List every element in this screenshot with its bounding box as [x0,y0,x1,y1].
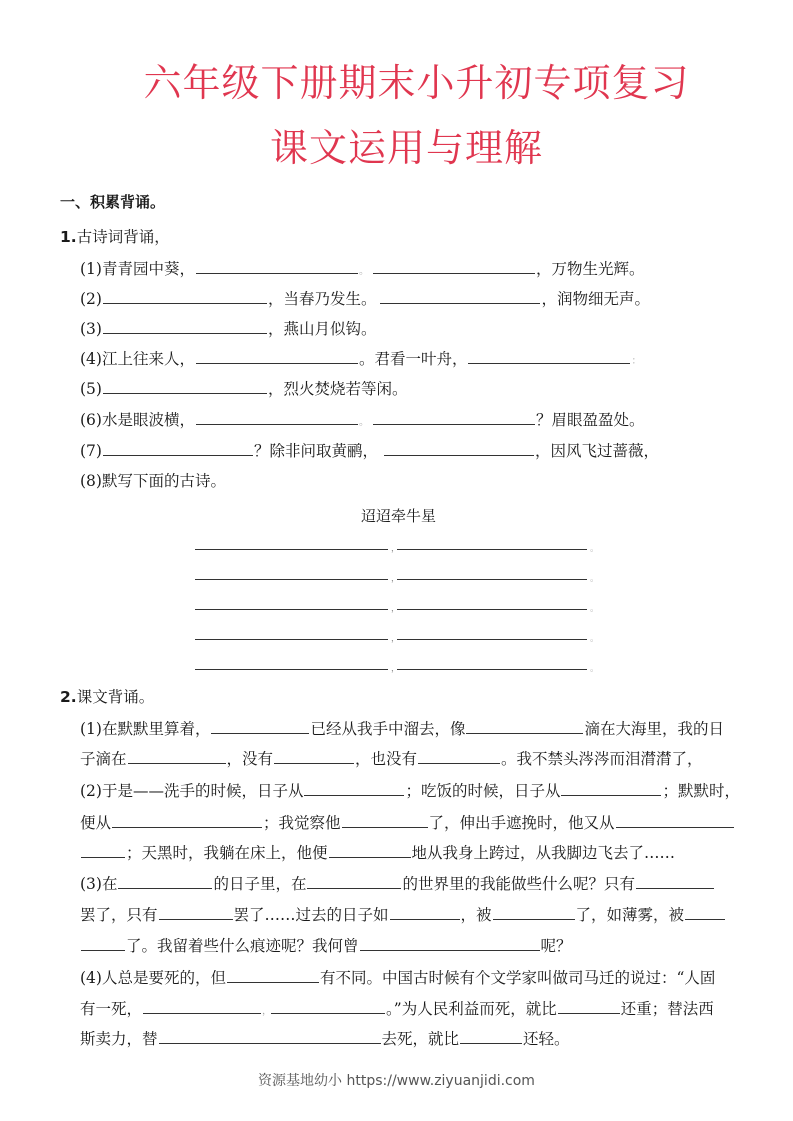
fill-blank[interactable] [418,748,500,764]
page-subtitle: 课文运用与理解 [269,126,543,170]
poem-item-5 [80,378,407,399]
text-part: 的日子里，在 [213,875,307,893]
poem-item-2 [80,288,650,309]
comma-mark: ， [391,664,401,674]
text-part: ；吃饭的时候，日子从 [405,782,561,800]
fill-blank[interactable] [397,571,587,580]
item-prefix: (5) [80,380,102,398]
fill-blank[interactable] [143,998,261,1014]
item-suffix: ？眉眼盈盈处。 [535,411,645,429]
fill-blank[interactable] [466,718,583,734]
fill-blank[interactable] [304,780,404,796]
fill-blank[interactable] [271,998,385,1014]
fill-blank[interactable] [81,842,125,858]
item-suffix: ，润物细无声。 [541,290,650,308]
stop-mark: 。 [590,544,600,554]
recite-line-5 [80,842,675,863]
recite-line-3 [80,780,740,801]
item-mid: ，当春乃发生。 [267,290,377,308]
fill-blank[interactable] [227,967,319,983]
text-part: 斯卖力，替 [80,1030,158,1048]
text-part: 的世界里的我能做些什么呢？只有 [402,875,635,893]
fill-blank[interactable] [558,998,620,1014]
recite-line-6 [80,873,715,894]
text-part: ；默默时， [662,782,740,800]
text-part: 还重；替法西 [620,1000,714,1018]
recite-line-2 [80,748,703,769]
item-prefix: (1)青青园中葵， [80,260,195,278]
item-mid: ？除非问取黄鹂， [253,442,378,460]
fill-blank[interactable] [373,258,535,274]
fill-blank[interactable] [195,541,388,550]
text-part: 有不同。中国古时候有个文学家叫做司马迁的说过：“人固 [319,969,716,987]
fill-blank[interactable] [380,288,540,304]
text-part: 罢了，只有 [80,906,158,924]
item-suffix: ： [631,356,642,367]
fill-blank[interactable] [196,258,358,274]
fill-blank[interactable] [307,873,401,889]
text-part: 滴在大海里，我的日 [584,720,724,738]
item-mid: 。君看一叶舟， [358,350,468,368]
fill-blank[interactable] [397,601,587,610]
text-part: 子滴在 [80,750,127,768]
recite-line-7 [80,904,726,925]
item-mid: 。 [358,417,369,428]
item-prefix: (6)水是眼波横， [80,411,195,429]
fill-blank[interactable] [616,812,734,828]
recite-line-11 [80,1028,570,1049]
fill-blank[interactable] [103,318,267,334]
poem-line-3 [195,601,605,614]
text-part: 还轻。 [523,1030,570,1048]
item-prefix: (2) [80,290,102,308]
text-part: ，没有 [226,750,274,768]
text-part: 罢了……过去的日子如 [233,906,389,924]
poem-item-7 [80,440,659,461]
question-label: 古诗词背诵， [76,228,170,246]
poem-line-2 [195,571,605,584]
stop-mark: 。 [590,664,600,674]
fill-blank[interactable] [493,904,575,920]
poem-line-4 [195,631,605,644]
question-number: 1. [60,228,77,246]
item-prefix: (3) [80,320,102,338]
fill-blank[interactable] [397,541,587,550]
comma-mark: ， [391,544,401,554]
fill-blank[interactable] [685,904,725,920]
recite-line-9 [80,967,715,988]
text-part: ，被 [460,906,492,924]
fill-blank[interactable] [81,935,125,951]
text-part: 了。我留着些什么痕迹呢？我何曾 [126,937,359,955]
fill-blank[interactable] [103,378,267,394]
fill-blank[interactable] [195,661,388,670]
item-suffix: ，燕山月似钩。 [267,320,377,338]
text-part: 了，如薄雾，被 [575,906,685,924]
comma-mark: ， [391,634,401,644]
text-part: 。我不禁头涔涔而泪潸潸了， [501,750,703,768]
section-heading: 一、积累背诵。 [60,193,166,211]
text-part: (4)人总是要死的，但 [80,969,226,987]
text-part: ，也没有 [355,750,418,768]
stop-mark: 。 [590,604,600,614]
question-label: 课文背诵。 [76,688,155,706]
item-suffix: ，万物生光辉。 [535,260,645,278]
question-2-heading [60,687,154,707]
fill-blank[interactable] [397,631,587,640]
fill-blank[interactable] [342,812,428,828]
item-prefix: (7) [80,442,102,460]
fill-blank[interactable] [460,1028,522,1044]
item-mid: 。 [358,266,369,277]
footer-watermark: 资源基地幼小 https://www.ziyuanjidi.com [258,1073,535,1089]
fill-blank[interactable] [360,935,540,951]
fill-blank[interactable] [636,873,714,889]
fill-blank[interactable] [196,348,358,364]
poem-item-1 [80,258,644,282]
poem-item-3 [80,318,376,339]
poem-line-1 [195,541,605,554]
recite-line-4 [80,812,735,833]
text-part: 去死，就比 [381,1030,460,1048]
fill-blank[interactable] [196,409,358,425]
text-part: 便从 [80,814,112,832]
text-part: 已经从我手中溜去，像 [310,720,466,738]
text-part: (3)在 [80,875,118,893]
text-part: 。”为人民利益而死，就比 [386,1000,557,1018]
text-part: (1)在默默里算着， [80,720,211,738]
fill-blank[interactable] [211,718,309,734]
fill-blank[interactable] [397,661,587,670]
text-part: ；我觉察他 [263,814,341,832]
poem-title: 迢迢牵牛星 [360,507,436,525]
fill-blank[interactable] [329,842,411,858]
text-part: 了，伸出手遮挽时，他又从 [428,814,615,832]
text-part: ；天黑时，我躺在床上，他便 [126,844,328,862]
fill-blank[interactable] [561,780,661,796]
poem-line-5 [195,661,605,674]
fill-blank[interactable] [112,812,262,828]
stop-mark: 。 [590,634,600,644]
fill-blank[interactable] [390,904,460,920]
text-part: 地从我身上跨过，从我脚边飞去了…… [411,844,676,862]
poem-item-4 [80,348,642,372]
fill-blank[interactable] [373,409,535,425]
text-part: 有一死， [80,1000,143,1018]
question-number: 2. [60,688,77,706]
fill-blank[interactable] [159,1028,381,1044]
comma-mark: ， [391,574,401,584]
fill-blank[interactable] [195,631,388,640]
fill-blank[interactable] [195,601,388,610]
text-part: ， [262,1006,273,1017]
fill-blank[interactable] [195,571,388,580]
poem-item-8: (8)默写下面的古诗。 [80,472,226,490]
item-suffix: ，烈火焚烧若等闲。 [267,380,408,398]
question-1-heading [60,227,170,247]
recite-line-1 [80,718,724,739]
item-suffix: ，因风飞过蔷薇， [534,442,659,460]
fill-blank[interactable] [103,440,253,456]
stop-mark: 。 [590,574,600,584]
recite-line-10 [80,998,714,1022]
fill-blank[interactable] [274,748,354,764]
page-title: 六年级下册期末小升初专项复习 [143,61,690,105]
recite-line-8 [80,935,572,956]
comma-mark: ， [391,604,401,614]
fill-blank[interactable] [118,873,212,889]
fill-blank[interactable] [384,440,534,456]
fill-blank[interactable] [103,288,267,304]
poem-item-6 [80,409,644,433]
item-prefix: (4)江上往来人， [80,350,195,368]
text-part: (2)于是——洗手的时候，日子从 [80,782,304,800]
fill-blank[interactable] [468,348,630,364]
fill-blank[interactable] [159,904,233,920]
fill-blank[interactable] [128,748,226,764]
text-part: 呢？ [540,937,572,955]
